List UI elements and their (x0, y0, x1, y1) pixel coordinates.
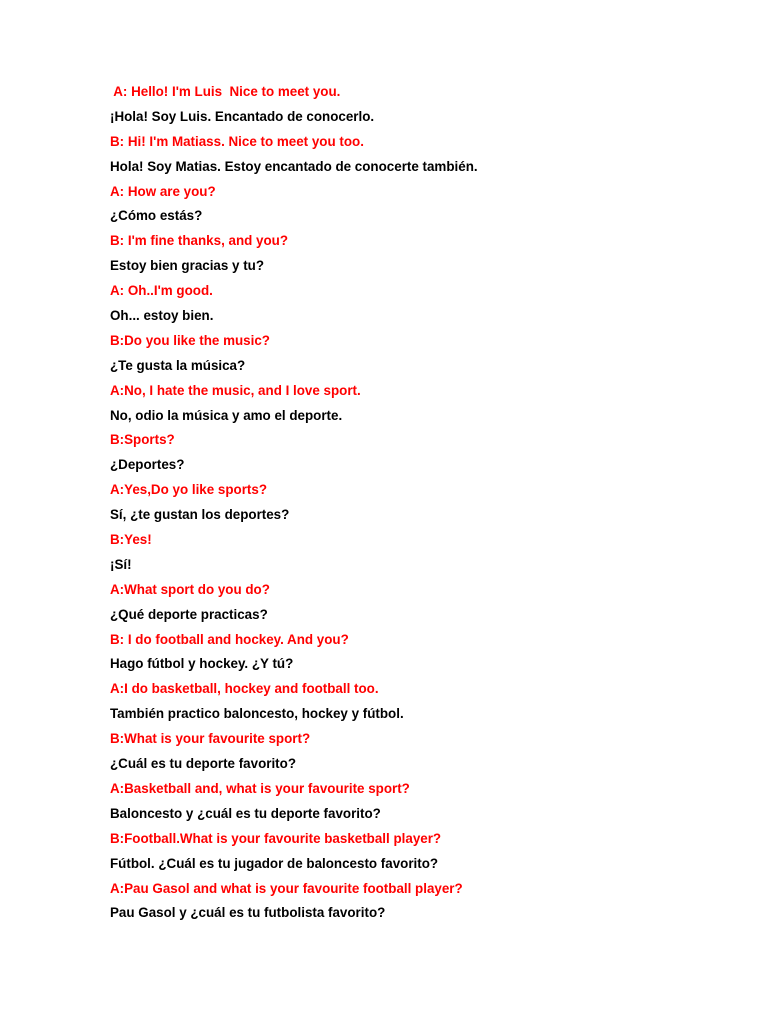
dialogue-line-spanish: Sí, ¿te gustan los deportes? (110, 507, 290, 523)
dialogue-line-spanish: ¿Cómo estás? (110, 208, 203, 224)
dialogue-line-english: A: How are you? (110, 183, 216, 199)
dialogue-line-english: A: Hello! I'm Luis Nice to meet you. (110, 84, 341, 99)
dialogue-line-english: A:What sport do you do? (110, 581, 270, 597)
dialogue-list (110, 83, 730, 929)
dialogue-line-english: A:Basketball and, what is your favourite sport? (110, 780, 410, 796)
dialogue-line-spanish: Oh... estoy bien. (110, 308, 214, 324)
dialogue-line-spanish: Estoy bien gracias y tu? (110, 258, 265, 274)
dialogue-line-spanish: ¡Sí! (110, 556, 132, 572)
dialogue-line-english: B:Sports? (110, 432, 175, 448)
dialogue-line-english: B:Do you like the music? (110, 332, 270, 348)
dialogue-line-spanish: ¿Deportes? (110, 457, 185, 473)
dialogue-line-english: B:Yes! (110, 532, 152, 548)
dialogue-line-spanish: Pau Gasol y ¿cuál es tu futbolista favorito? (110, 905, 386, 921)
dialogue-line-english: A: Oh..I'm good. (110, 283, 213, 299)
dialogue-line-spanish: ¿Te gusta la música? (110, 357, 246, 373)
dialogue-line-english: A:Yes,Do yo like sports? (110, 482, 268, 498)
dialogue-line-spanish: Baloncesto y ¿cuál es tu deporte favorito? (110, 805, 381, 821)
dialogue-line-spanish: Fútbol. ¿Cuál es tu jugador de baloncesto favorito? (110, 855, 439, 871)
dialogue-line-spanish: Hola! Soy Matias. Estoy encantado de conocerte también. (110, 158, 478, 174)
dialogue-line-spanish: ¿Cuál es tu deporte favorito? (110, 756, 296, 772)
dialogue-line-spanish: Hago fútbol y hockey. ¿Y tú? (110, 656, 294, 672)
dialogue-line-spanish: No, odio la música y amo el deporte. (110, 407, 343, 423)
dialogue-line-english: B: Hi! I'm Matiass. Nice to meet you too. (110, 133, 364, 149)
dialogue-line-english: B: I do football and hockey. And you? (110, 631, 349, 647)
dialogue-line-english: B:Football.What is your favourite basketball player? (110, 830, 442, 846)
dialogue-line-english: A:Pau Gasol and what is your favourite football player? (110, 880, 463, 896)
dialogue-line-spanish: ¡Hola! Soy Luis. Encantado de conocerlo. (110, 108, 375, 124)
dialogue-line-english: A:No, I hate the music, and I love sport. (110, 382, 361, 398)
dialogue-line-spanish: ¿Qué deporte practicas? (110, 606, 268, 622)
dialogue-line-spanish: También practico baloncesto, hockey y fútbol. (110, 706, 404, 722)
dialogue-line-english: B:What is your favourite sport? (110, 731, 311, 747)
dialogue-line-english: A:I do basketball, hockey and football too. (110, 681, 379, 697)
dialogue-line-english: B: I'm fine thanks, and you? (110, 233, 289, 249)
